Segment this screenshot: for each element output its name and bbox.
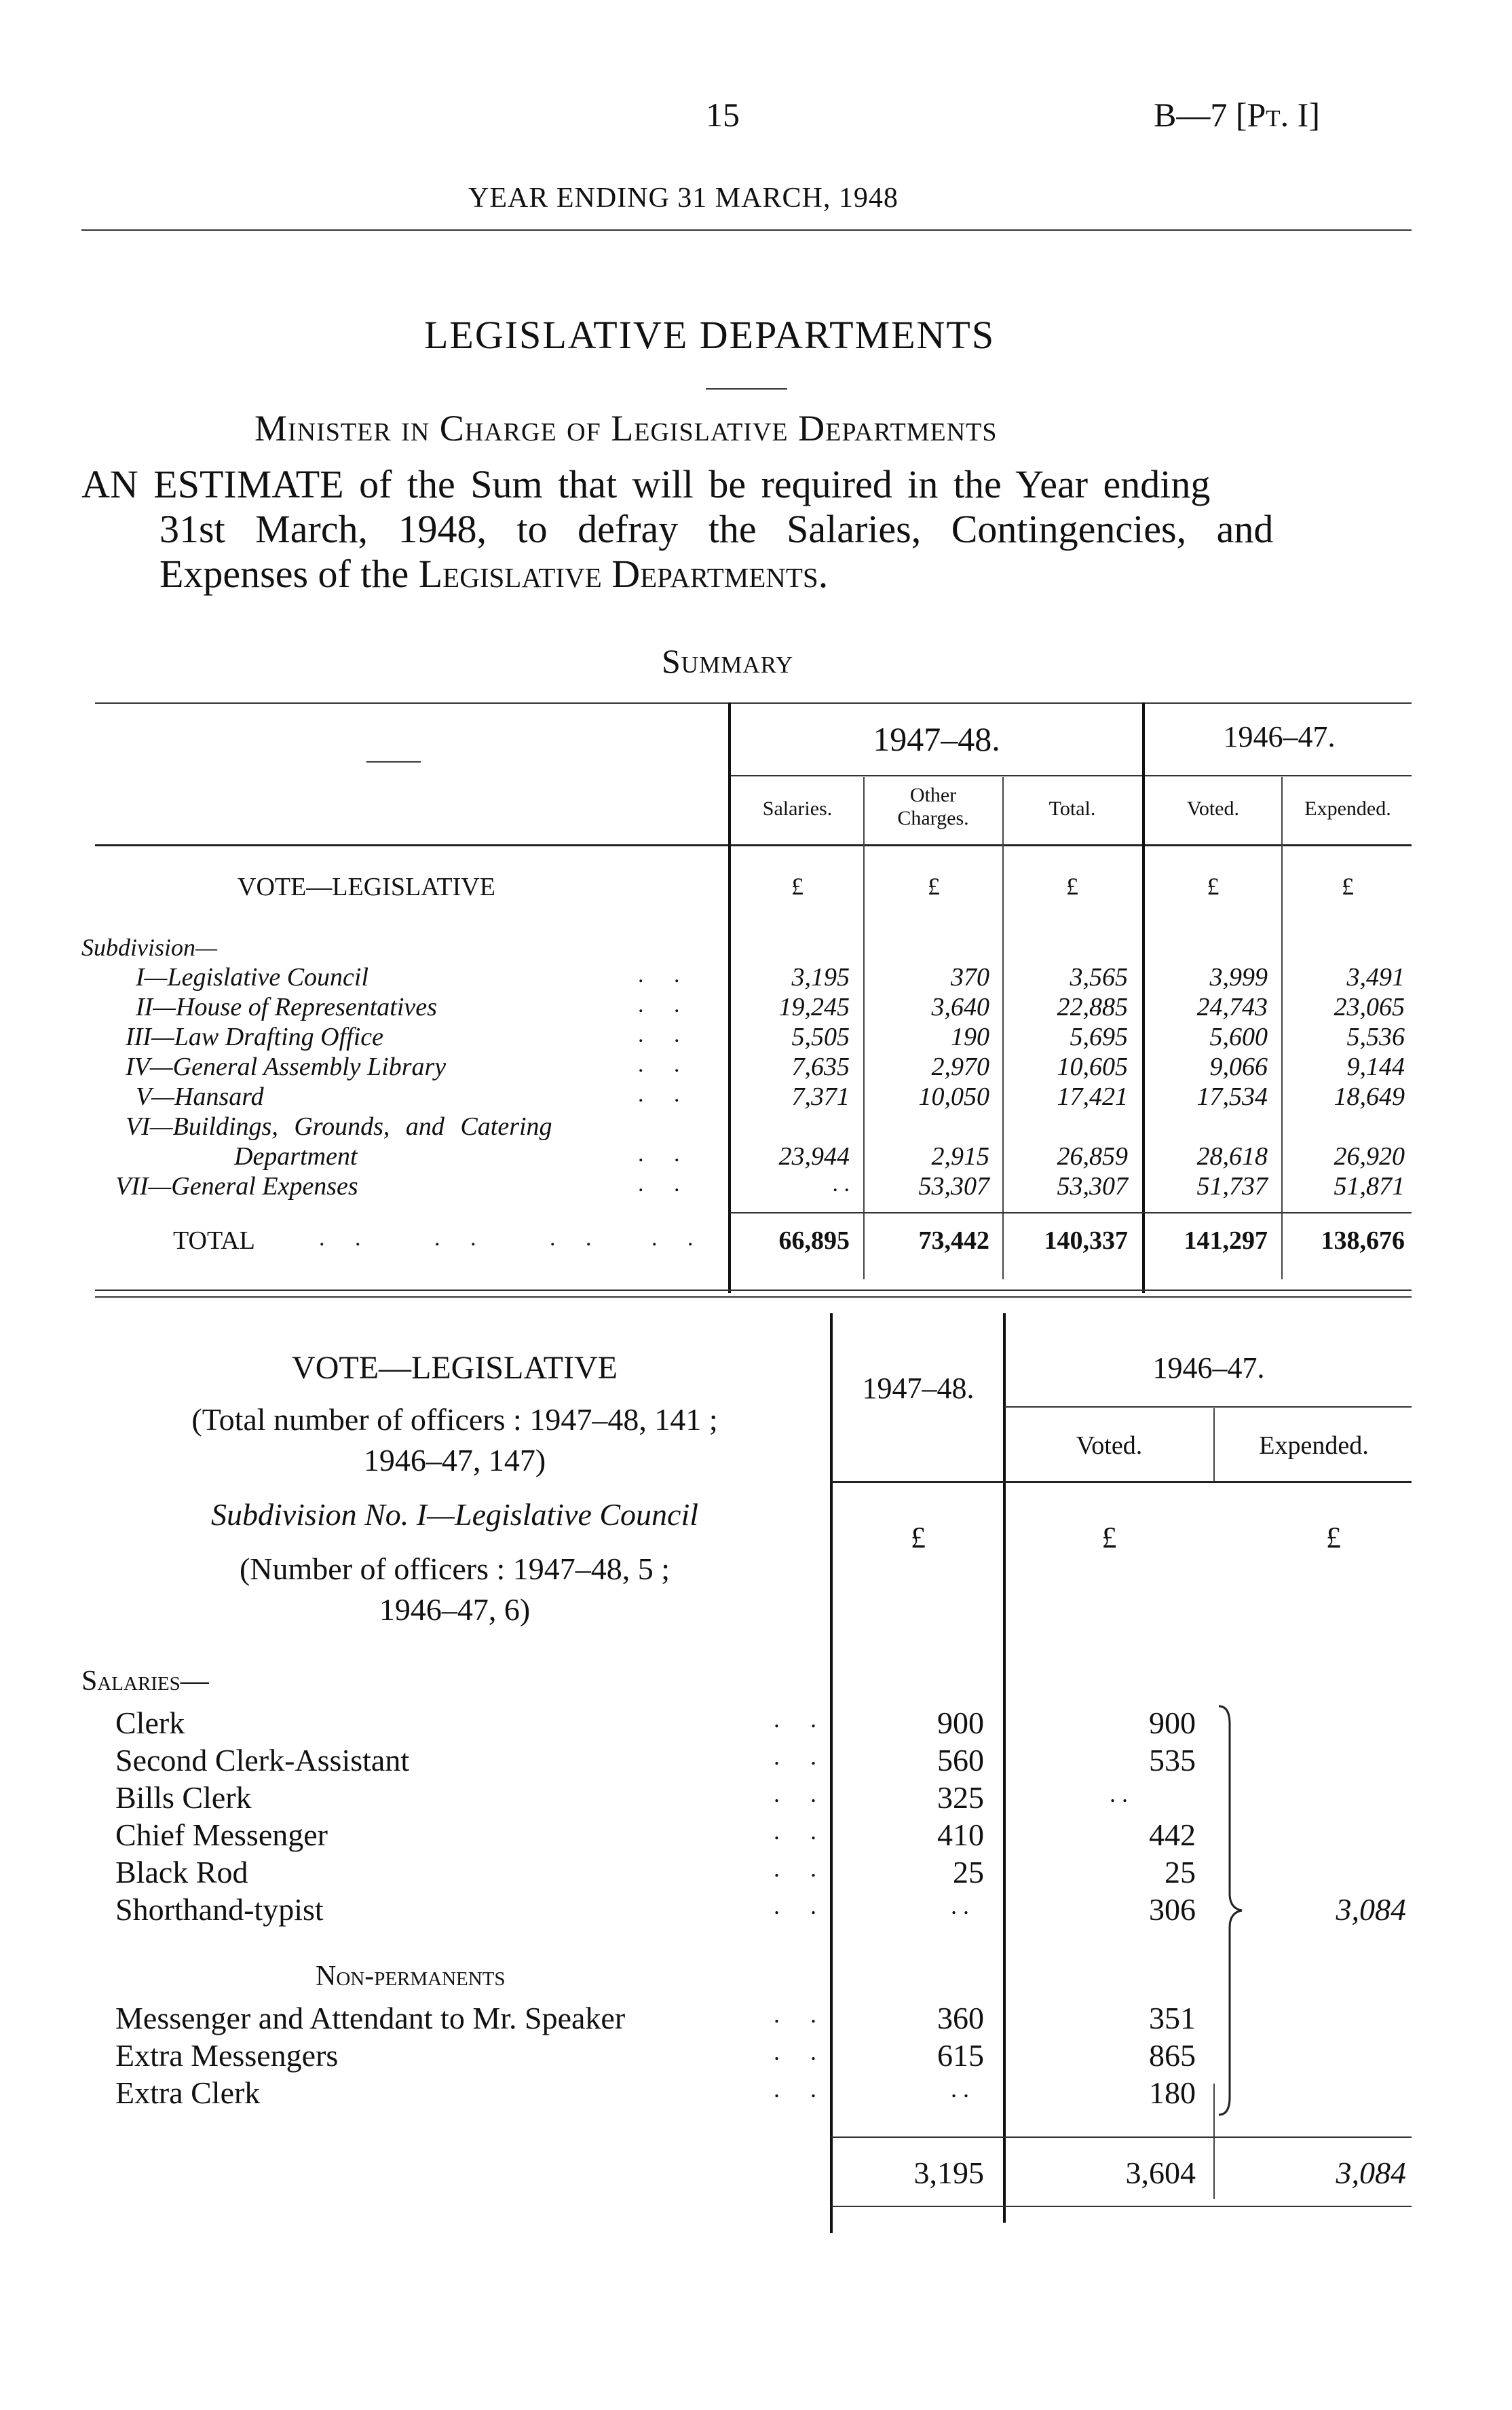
vote-item-leader: . . bbox=[774, 1818, 829, 1845]
summary-col-1947: 1947–48. bbox=[873, 720, 1000, 758]
summary-row-total: 26,859 bbox=[1057, 1142, 1128, 1171]
vote-total-voted: 3,604 bbox=[1125, 2155, 1196, 2190]
summary-row-other: 190 bbox=[951, 1023, 989, 1051]
vote-item-leader: . . bbox=[774, 2001, 829, 2028]
document-reference: B—7 [Pt. I] bbox=[1154, 96, 1320, 134]
summary-row-salaries: 5,505 bbox=[791, 1023, 850, 1051]
summary-total-voted: 141,297 bbox=[1184, 1226, 1268, 1255]
vote-item-label: Extra Clerk bbox=[115, 2075, 261, 2110]
summary-divider-years bbox=[1142, 702, 1145, 1293]
summary-bottom-rule-1 bbox=[95, 1289, 1412, 1291]
vote-subdivision: Subdivision No. I—Legislative Council bbox=[210, 1497, 699, 1532]
summary-currency-salaries: £ bbox=[791, 873, 804, 900]
vote-item-label: Extra Messengers bbox=[115, 2038, 339, 2073]
summary-group-rule bbox=[730, 775, 1412, 776]
summary-row-salaries: 7,371 bbox=[791, 1082, 850, 1111]
vote-item-1947: 25 bbox=[953, 1855, 984, 1889]
vote-item-voted: 865 bbox=[1149, 2038, 1196, 2073]
vote-item-voted: 25 bbox=[1165, 1855, 1196, 1889]
summary-col-total: Total. bbox=[1048, 797, 1096, 820]
summary-total-leader-2: . . bbox=[434, 1226, 489, 1251]
vote-item-label: Second Clerk-Assistant bbox=[115, 1743, 410, 1777]
summary-total-other: 73,442 bbox=[918, 1226, 989, 1255]
summary-row-total: 22,885 bbox=[1057, 993, 1128, 1021]
summary-row-other: 2,970 bbox=[931, 1053, 989, 1081]
vote-expended-bracket: 3,084 bbox=[1336, 1892, 1406, 1927]
summary-col-expended: Expended. bbox=[1304, 797, 1391, 820]
vote-item-label: Black Rod bbox=[115, 1855, 248, 1889]
summary-row-leader: . . bbox=[638, 1142, 692, 1167]
summary-row-other: 10,050 bbox=[918, 1082, 989, 1111]
summary-divider-5 bbox=[1281, 777, 1283, 1279]
summary-dash: —— bbox=[366, 744, 421, 774]
summary-row-leader: . . bbox=[638, 1082, 692, 1107]
summary-row-total: 10,605 bbox=[1057, 1053, 1128, 1081]
vote-item-label: Clerk bbox=[115, 1706, 185, 1740]
summary-subdivision-label: Subdivision— bbox=[81, 934, 218, 961]
vote-sub-officers-line-2: 1946–47, 6) bbox=[379, 1592, 531, 1627]
summary-currency-total: £ bbox=[1066, 873, 1078, 900]
summary-row-leader: . . bbox=[638, 1052, 692, 1077]
summary-row-label: III—Law Drafting Office bbox=[126, 1023, 383, 1051]
summary-row-expended: 51,871 bbox=[1334, 1172, 1405, 1201]
vote-col-1946: 1946–47. bbox=[1152, 1351, 1265, 1385]
summary-row-voted: 24,743 bbox=[1196, 993, 1268, 1021]
estimate-line-3-prefix: Expenses of the bbox=[159, 552, 409, 596]
vote-item-voted: 306 bbox=[1149, 1892, 1196, 1927]
summary-col-salaries: Salaries. bbox=[762, 797, 833, 820]
brace-icon bbox=[1215, 1703, 1255, 2117]
summary-col-1946: 1946–47. bbox=[1223, 720, 1336, 753]
vote-item-voted: . . bbox=[1110, 1780, 1128, 1807]
vote-col-expended: Expended. bbox=[1259, 1431, 1369, 1460]
summary-row-other: 2,915 bbox=[931, 1142, 989, 1171]
summary-row-salaries: 7,635 bbox=[791, 1053, 850, 1081]
summary-row-total: 53,307 bbox=[1057, 1172, 1128, 1201]
vote-salaries-label: Salaries— bbox=[81, 1665, 209, 1697]
vote-item-1947: 410 bbox=[937, 1818, 984, 1852]
vote-total-expended: 3,084 bbox=[1336, 2155, 1406, 2190]
summary-row-total: 5,695 bbox=[1070, 1023, 1128, 1051]
summary-row-label: VII—General Expenses bbox=[115, 1172, 358, 1201]
summary-total-leader-4: . . bbox=[651, 1226, 706, 1251]
vote-item-leader: . . bbox=[774, 2075, 829, 2103]
vote-divider-expended bbox=[1213, 1408, 1215, 1483]
minister-heading: Minister in Charge of Legislative Departments bbox=[254, 408, 998, 449]
vote-item-label: Messenger and Attendant to Mr. Speaker bbox=[115, 2001, 626, 2035]
summary-currency-other: £ bbox=[928, 873, 940, 900]
summary-top-rule bbox=[95, 702, 1412, 704]
vote-currency-expended: £ bbox=[1326, 1521, 1341, 1554]
vote-group-rule bbox=[1004, 1406, 1412, 1408]
vote-currency-voted: £ bbox=[1101, 1521, 1117, 1554]
summary-header-rule bbox=[95, 844, 1412, 846]
vote-item-1947: 560 bbox=[937, 1743, 984, 1777]
summary-currency-expended: £ bbox=[1342, 873, 1354, 900]
title-rule bbox=[706, 388, 787, 390]
vote-item-1947: . . bbox=[951, 2075, 969, 2103]
summary-total-leader-1: . . bbox=[319, 1226, 373, 1251]
summary-total-rule bbox=[730, 1212, 1412, 1213]
page-title: LEGISLATIVE DEPARTMENTS bbox=[424, 313, 996, 357]
summary-row-salaries: 23,944 bbox=[778, 1142, 850, 1171]
vote-item-leader: . . bbox=[774, 1743, 829, 1770]
summary-row-leader: . . bbox=[638, 962, 692, 987]
summary-row-expended: 3,491 bbox=[1346, 963, 1405, 992]
estimate-line-3 bbox=[159, 551, 828, 597]
vote-header-rule bbox=[831, 1481, 1412, 1483]
summary-row-voted: 9,066 bbox=[1209, 1053, 1268, 1081]
vote-divider-left bbox=[830, 1313, 833, 2233]
summary-divider-2 bbox=[863, 777, 865, 1279]
vote-item-voted: 900 bbox=[1149, 1706, 1196, 1740]
summary-total-total: 140,337 bbox=[1044, 1226, 1128, 1255]
vote-item-label: Shorthand-typist bbox=[115, 1892, 324, 1927]
vote-item-leader: . . bbox=[774, 1855, 829, 1882]
vote-currency-1947: £ bbox=[911, 1521, 926, 1554]
vote-item-leader: . . bbox=[774, 2038, 829, 2065]
vote-item-leader: . . bbox=[774, 1892, 829, 1919]
summary-row-label: V—Hansard bbox=[136, 1082, 264, 1111]
summary-row-other: 370 bbox=[951, 963, 989, 992]
header-rule bbox=[81, 229, 1412, 231]
vote-item-1947: 615 bbox=[937, 2038, 984, 2073]
summary-row-leader: . . bbox=[638, 1022, 692, 1047]
summary-row-leader: . . bbox=[638, 1171, 692, 1197]
summary-row-voted: 28,618 bbox=[1196, 1142, 1268, 1171]
vote-officers-line-1: (Total number of officers : 1947–48, 141 ; bbox=[191, 1402, 718, 1437]
summary-row-voted: 51,737 bbox=[1196, 1172, 1268, 1201]
summary-row-voted: 17,534 bbox=[1196, 1082, 1268, 1111]
summary-row-voted: 5,600 bbox=[1209, 1023, 1268, 1051]
summary-vote-label: VOTE—LEGISLATIVE bbox=[238, 873, 495, 901]
summary-row-expended: 5,536 bbox=[1346, 1023, 1405, 1051]
summary-row-expended: 23,065 bbox=[1334, 993, 1405, 1021]
vote-item-voted: 442 bbox=[1149, 1818, 1196, 1852]
summary-bottom-rule-2 bbox=[95, 1296, 1412, 1298]
vote-bottom-rule bbox=[831, 2206, 1412, 2207]
summary-row-label-continued: Department bbox=[234, 1142, 358, 1171]
vote-item-voted: 535 bbox=[1149, 1743, 1196, 1777]
vote-item-leader: . . bbox=[774, 1706, 829, 1733]
summary-row-total: 17,421 bbox=[1057, 1082, 1128, 1111]
vote-item-1947: 360 bbox=[937, 2001, 984, 2035]
summary-total-salaries: 66,895 bbox=[778, 1226, 850, 1255]
summary-row-expended: 18,649 bbox=[1334, 1082, 1405, 1111]
summary-col-other-charges: Other Charges. bbox=[897, 784, 969, 829]
summary-row-label: IV—General Assembly Library bbox=[126, 1053, 447, 1081]
vote-total-1947: 3,195 bbox=[913, 2155, 984, 2190]
vote-col-voted: Voted. bbox=[1076, 1431, 1143, 1460]
estimate-line-2: 31st March, 1948, to defray the Salaries, Contingencies, and bbox=[159, 507, 1274, 551]
vote-sub-officers-line-1: (Number of officers : 1947–48, 5 ; bbox=[239, 1551, 670, 1586]
estimate-line-1: AN ESTIMATE of the Sum that will be required in the Year ending bbox=[81, 462, 1211, 506]
summary-divider-main bbox=[728, 702, 731, 1293]
year-heading: YEAR ENDING 31 MARCH, 1948 bbox=[468, 183, 899, 214]
page-number: 15 bbox=[706, 96, 740, 134]
estimate-line-3-name: Legislative Departments. bbox=[418, 552, 829, 596]
vote-title: VOTE—LEGISLATIVE bbox=[292, 1350, 618, 1386]
summary-row-salaries: 3,195 bbox=[791, 963, 850, 992]
summary-row-voted: 3,999 bbox=[1209, 963, 1268, 992]
summary-col-voted: Voted. bbox=[1187, 797, 1239, 820]
summary-row-total: 3,565 bbox=[1070, 963, 1128, 992]
vote-item-1947: 900 bbox=[937, 1706, 984, 1740]
summary-row-leader: . . bbox=[638, 992, 692, 1017]
vote-item-leader: . . bbox=[774, 1780, 829, 1807]
vote-officers-line-2: 1946–47, 147) bbox=[363, 1443, 546, 1477]
vote-item-label: Bills Clerk bbox=[115, 1780, 252, 1815]
summary-total-leader-3: . . bbox=[550, 1226, 604, 1251]
summary-row-label: II—House of Representatives bbox=[136, 993, 437, 1021]
vote-item-voted: 351 bbox=[1149, 2001, 1196, 2035]
summary-heading: Summary bbox=[662, 642, 794, 680]
summary-row-expended: 9,144 bbox=[1346, 1053, 1405, 1081]
vote-nonperm-label: Non-permanents bbox=[316, 1961, 506, 1992]
vote-item-1947: 325 bbox=[937, 1780, 984, 1815]
summary-row-expended: 26,920 bbox=[1334, 1142, 1405, 1171]
vote-item-1947: . . bbox=[951, 1892, 969, 1919]
summary-row-label: I—Legislative Council bbox=[136, 963, 369, 992]
vote-total-rule bbox=[831, 2136, 1412, 2138]
summary-divider-3 bbox=[1002, 777, 1004, 1279]
summary-row-other: 53,307 bbox=[918, 1172, 989, 1201]
summary-row-other: 3,640 bbox=[931, 993, 989, 1021]
summary-currency-voted: £ bbox=[1207, 873, 1220, 900]
summary-row-label: VI—Buildings, Grounds, and Catering bbox=[126, 1112, 552, 1141]
vote-col-1947: 1947–48. bbox=[862, 1372, 975, 1405]
vote-item-voted: 180 bbox=[1149, 2075, 1196, 2110]
vote-item-label: Chief Messenger bbox=[115, 1818, 328, 1852]
summary-total-label: TOTAL bbox=[173, 1226, 255, 1255]
summary-row-salaries: 19,245 bbox=[778, 993, 850, 1021]
summary-row-salaries: . . bbox=[832, 1171, 850, 1197]
summary-total-expended: 138,676 bbox=[1321, 1226, 1405, 1255]
